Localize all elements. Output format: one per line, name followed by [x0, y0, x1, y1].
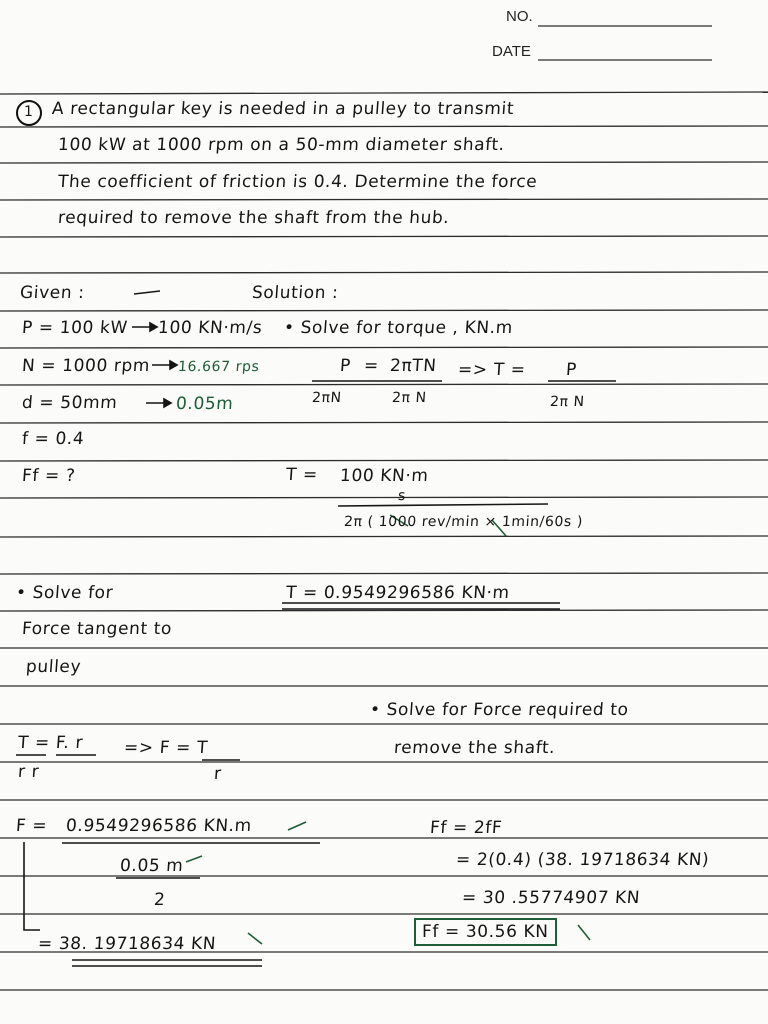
formula-implies: => F = T — [123, 738, 209, 758]
given-heading: Given : — [19, 283, 86, 303]
formula-t-equals-fr: T = F. r — [17, 733, 84, 753]
t-result: T = 0.9549296586 KN·m — [285, 583, 511, 603]
given-d: d = 50mm — [21, 393, 119, 413]
given-n-converted: 16.667 rps — [177, 359, 260, 375]
given-p-converted: 100 KN·m/s — [157, 318, 263, 338]
f-denominator-top: 0.05 m — [119, 856, 185, 876]
problem-line-3: The coefficient of friction is 0.4. Determine the force — [57, 172, 539, 192]
eq-implies: => T = — [457, 360, 527, 380]
eq-p-2: P — [565, 360, 578, 380]
f-numerator: 0.9549296586 KN.m — [65, 816, 253, 836]
eq-p: P — [339, 356, 352, 376]
eq-denominator-3: 2π N — [549, 394, 586, 410]
force-required-line-1: • Solve for Force required to — [369, 700, 630, 720]
t-numerator: 100 KN·m — [339, 466, 430, 486]
problem-number-circle — [16, 100, 42, 126]
problem-number: 1 — [24, 104, 34, 120]
problem-line-2: 100 kW at 1000 rpm on a 50-mm diameter shaft. — [57, 135, 506, 155]
f-label: F = — [15, 816, 48, 836]
force-tangent-line-3: pulley — [25, 657, 82, 677]
formula-r-denominator: r — [213, 764, 223, 784]
given-d-converted: 0.05m — [175, 394, 235, 414]
force-required-line-2: remove the shaft. — [393, 738, 556, 758]
ff-substitution: = 2(0.4) (38. 19718634 KN) — [455, 850, 710, 870]
given-ff: Ff = ? — [21, 466, 77, 486]
given-n: N = 1000 rpm — [21, 356, 151, 376]
force-tangent-line-1: • Solve for — [15, 583, 114, 603]
ff-equation: Ff = 2fF — [429, 818, 503, 838]
given-f: f = 0.4 — [21, 429, 85, 449]
force-tangent-line-2: Force tangent to — [21, 619, 173, 639]
ff-computed: = 30 .55774907 KN — [461, 888, 641, 908]
final-answer-box: Ff = 30.56 KN — [414, 918, 557, 946]
date-label: DATE — [492, 43, 531, 60]
eq-equals: = — [363, 356, 380, 376]
eq-2pitn: 2πTN — [389, 356, 438, 376]
eq-denominator-2: 2π N — [391, 390, 428, 406]
t-label: T = — [285, 465, 319, 485]
t-per-second: s — [397, 488, 407, 504]
f-result: = 38. 19718634 KN — [37, 934, 217, 954]
problem-line-1: A rectangular key is needed in a pulley to transmit — [51, 99, 515, 119]
given-p: P = 100 kW — [21, 318, 129, 338]
eq-denominator-1: 2πN — [311, 390, 343, 406]
no-label: NO. — [506, 8, 533, 25]
torque-step: • Solve for torque , KN.m — [283, 318, 514, 338]
problem-line-4: required to remove the shaft from the hub. — [57, 208, 451, 228]
t-denominator: 2π ( 1000 rev/min × 1min/60s ) — [343, 514, 584, 530]
f-denominator-bottom: 2 — [153, 890, 167, 910]
solution-heading: Solution : — [251, 283, 340, 303]
formula-r-denominators: r r — [17, 762, 40, 782]
